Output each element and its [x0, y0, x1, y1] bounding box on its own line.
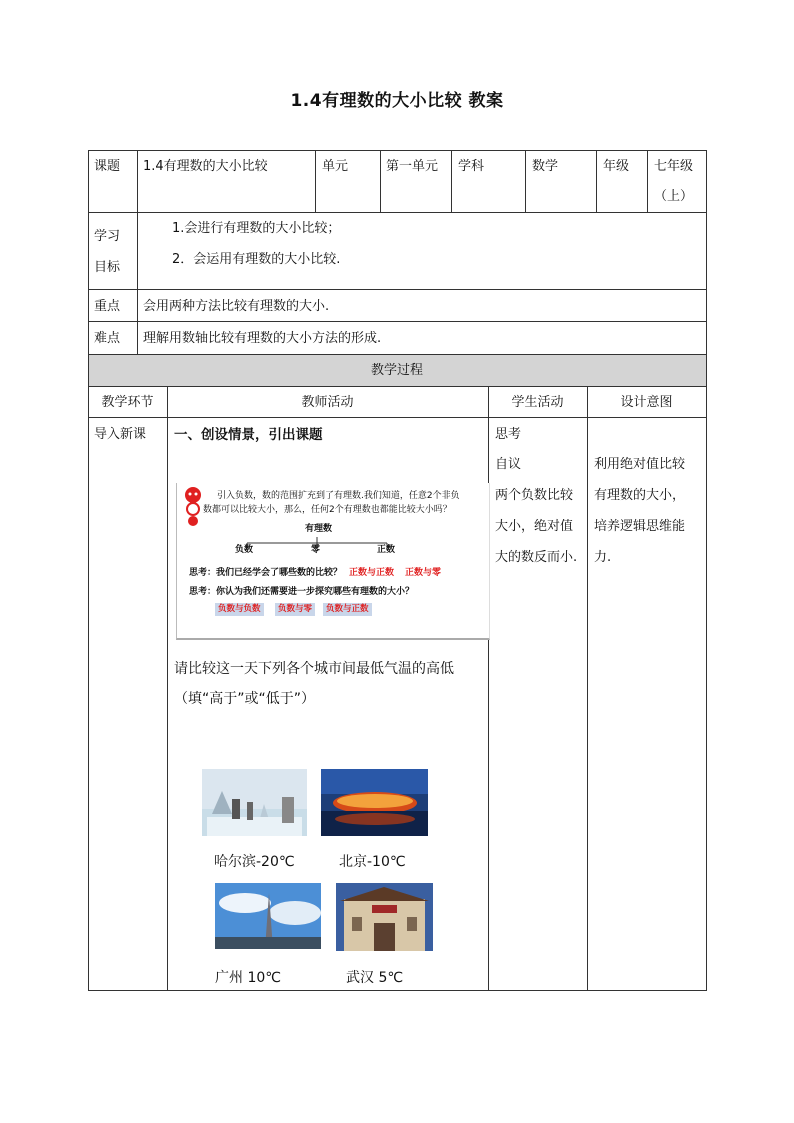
tag-neg-zero: 负数与零 — [275, 603, 315, 616]
subject-value: 数学 — [532, 159, 559, 174]
ice-sculpture-photo — [202, 769, 307, 836]
wuhan-building-photo — [336, 883, 433, 951]
design-line: 利用绝对值比较 — [594, 457, 686, 472]
goal-item: 2．会运用有理数的大小比较. — [172, 252, 341, 267]
think-answer: 正数与正数 — [349, 568, 395, 578]
rule — [88, 417, 706, 418]
col-student: 学生活动 — [511, 395, 564, 410]
col-stage: 教学环节 — [101, 395, 154, 410]
student-line: 思考 — [495, 427, 522, 442]
slide-intro: 数都可以比较大小，那么，任何2个有理数也都能比较大小吗？ — [203, 505, 452, 515]
grade-value-semester: （上） — [654, 189, 694, 204]
city-caption-wuhan: 武汉 5℃ — [346, 970, 404, 986]
tree-branch-zero: 零 — [311, 545, 321, 555]
difficulty-text: 理解用数轴比较有理数的大小方法的形成. — [143, 331, 382, 346]
birds-nest-stadium-photo — [321, 769, 428, 836]
stage-text: 导入新课 — [94, 427, 147, 442]
grade-value: 七年级 — [654, 159, 694, 174]
design-line: 力. — [594, 550, 612, 565]
teacher-task: 请比较这一天下列各个城市间最低气温的高低（填“高于”或“低于”） — [174, 661, 454, 707]
unit-value: 第一单元 — [386, 159, 439, 174]
difficulty-label: 难点 — [94, 331, 121, 346]
design-line: 培养逻辑思维能 — [594, 519, 686, 534]
rule — [88, 990, 706, 991]
rule — [88, 386, 706, 387]
rule — [88, 212, 706, 213]
tag-neg-pos: 负数与正数 — [323, 603, 372, 616]
rule — [706, 150, 707, 991]
rule — [88, 289, 706, 290]
rule — [88, 150, 706, 151]
rule — [587, 386, 588, 991]
rule — [488, 386, 489, 991]
student-line: 大小，绝对值 — [495, 519, 574, 534]
rule — [88, 150, 89, 991]
think-answer: 正数与零 — [405, 568, 442, 578]
rule — [88, 321, 706, 322]
grade-label: 年级 — [603, 159, 630, 174]
think-question-2: 思考：你认为我们还需要进一步探究哪些有理数的大小？ — [189, 587, 415, 597]
keti-value: 1.4有理数的大小比较 — [143, 159, 268, 174]
unit-label: 单元 — [322, 159, 349, 174]
keti-label: 课题 — [94, 159, 121, 174]
slide-image — [176, 483, 490, 640]
rule — [596, 150, 597, 212]
city-caption-guangzhou: 广州 10℃ — [215, 970, 281, 986]
rule — [380, 150, 381, 212]
goals-label: 目标 — [94, 260, 121, 275]
subject-label: 学科 — [458, 159, 485, 174]
key-point-label: 重点 — [94, 299, 121, 314]
col-teacher: 教师活动 — [301, 395, 354, 410]
col-design: 设计意图 — [620, 395, 673, 410]
student-line: 大的数反而小. — [495, 550, 578, 565]
tree-branches — [177, 535, 489, 555]
goals-label: 学习 — [94, 229, 121, 244]
rule — [137, 150, 138, 354]
think-question-1: 思考：我们已经学会了哪些数的比较？ — [189, 568, 343, 578]
tree-root: 有理数 — [305, 524, 333, 534]
rule — [525, 150, 526, 212]
student-line: 自议 — [495, 457, 522, 472]
student-line: 两个负数比较 — [495, 488, 574, 503]
rule — [88, 354, 706, 355]
canton-tower-photo — [215, 883, 321, 949]
rule — [167, 386, 168, 991]
city-caption-beijing: 北京-10℃ — [339, 854, 406, 870]
rule — [315, 150, 316, 212]
tree-branch-positive: 正数 — [377, 545, 396, 555]
slide-intro: 引入负数，数的范围扩充到了有理数.我们知道，任意2个非负 — [217, 491, 460, 501]
rule — [451, 150, 452, 212]
process-header: 教学过程 — [370, 363, 423, 378]
page-title: 1.4有理数的大小比较 教案 — [290, 91, 504, 111]
goal-item: 1.会进行有理数的大小比较； — [172, 221, 341, 236]
key-point-text: 会用两种方法比较有理数的大小. — [143, 299, 330, 314]
design-line: 有理数的大小， — [594, 488, 686, 503]
teacher-heading: 一、创设情景，引出课题 — [174, 427, 323, 443]
city-caption-harbin: 哈尔滨-20℃ — [214, 854, 295, 870]
tree-branch-negative: 负数 — [235, 545, 254, 555]
rule — [647, 150, 648, 212]
tag-neg-neg: 负数与负数 — [215, 603, 264, 616]
